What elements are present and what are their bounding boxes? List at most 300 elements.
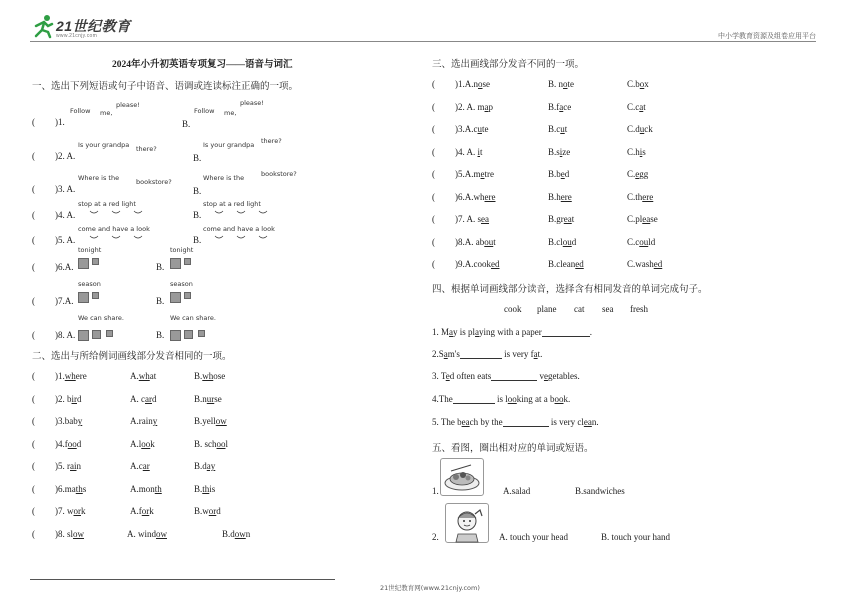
answer-paren-open: (	[432, 101, 435, 112]
sentence-underlined: a	[533, 349, 538, 359]
option-underlined: i	[639, 146, 643, 157]
option-text: B. n	[548, 79, 564, 89]
section2-heading: 二、选出与所给例词画线部分发音相同的一项。	[32, 352, 232, 362]
stress-square	[92, 330, 101, 339]
section3-item	[432, 79, 490, 89]
answer-paren-close: )1.	[55, 117, 65, 127]
section5-item-1-num: 1.	[432, 486, 439, 496]
section1-item	[32, 235, 75, 245]
example-word-underlined: ir	[71, 393, 77, 404]
option-a[interactable]	[127, 529, 167, 539]
example-word-part: bab	[64, 416, 78, 426]
sentence-underlined: e	[543, 371, 548, 381]
answer-paren-close: )3.	[55, 416, 65, 426]
answer-blank[interactable]	[453, 394, 495, 404]
option-c[interactable]	[627, 102, 646, 112]
option-b[interactable]	[194, 416, 227, 426]
section2-item	[32, 529, 84, 539]
section3-item	[432, 169, 494, 179]
option-text: A.rain	[130, 416, 153, 426]
option-underlined: e	[560, 169, 565, 179]
option-text: at	[149, 371, 157, 381]
option-text: te	[482, 124, 489, 134]
sentence-text: d often eats	[449, 371, 492, 381]
section3-item	[432, 192, 496, 202]
example-word-underlined: ow	[73, 528, 85, 539]
option-a[interactable]	[130, 439, 155, 449]
option-b[interactable]	[548, 124, 567, 134]
answer-paren-open: (	[32, 371, 35, 381]
phrase-graphic	[203, 200, 293, 222]
stress-square	[170, 330, 181, 341]
page-title: 2024年小升初英语专项复习——语音与词汇	[112, 60, 293, 70]
answer-paren-open: (	[32, 416, 35, 426]
sentence-text: is very cl	[548, 417, 584, 427]
option-text: C.d	[627, 124, 640, 134]
option-text: ce	[563, 101, 572, 112]
option-underlined: e	[480, 169, 485, 179]
logo-site-text: www.21cnjy.com	[56, 33, 98, 39]
salad-plate-icon	[440, 458, 484, 496]
word-bank-item: sea	[602, 304, 614, 314]
section5-item-1-option-a[interactable]: A.salad	[503, 486, 531, 496]
example-word-part: s	[82, 483, 87, 494]
option-underlined: i	[477, 146, 481, 157]
option-underlined: y	[152, 416, 158, 426]
sentence-text: y is pl	[453, 327, 476, 337]
option-b-label[interactable]: B.	[156, 330, 165, 340]
phrase-word: Follow	[70, 107, 91, 115]
sentence-underlined: a	[443, 349, 448, 359]
option-a[interactable]	[130, 484, 162, 494]
answer-paren-close: )4. A.	[55, 210, 76, 220]
phrase-word: Is your grandpa	[78, 141, 130, 149]
option-b[interactable]	[194, 371, 225, 381]
option-text: C.b	[627, 79, 640, 89]
answer-paren-close: )7.A.	[55, 296, 74, 306]
section2-item	[32, 371, 87, 381]
phrase-word: season	[170, 280, 193, 288]
section3-item	[432, 237, 496, 247]
answer-paren-open: (	[32, 117, 35, 127]
option-c[interactable]	[627, 147, 646, 157]
section1-item	[32, 210, 75, 220]
option-underlined: a	[559, 101, 564, 112]
example-word-underlined: oo	[67, 438, 77, 449]
option-underlined: ar	[145, 393, 152, 404]
phrase-word: there?	[261, 137, 282, 145]
answer-paren-close: )2.	[55, 393, 67, 404]
option-b[interactable]	[548, 192, 572, 202]
option-b-label[interactable]: B.	[193, 153, 202, 163]
answer-paren-open: (	[32, 506, 35, 516]
option-underlined: ere	[642, 191, 654, 202]
sentence-text: is l	[494, 394, 508, 404]
section1-item	[32, 151, 75, 161]
answer-paren-open: (	[432, 169, 435, 179]
option-text: t	[571, 214, 575, 224]
section5-item-2-option-b[interactable]: B. touch your hand	[601, 532, 670, 542]
liaison-arc-icon	[207, 210, 287, 216]
option-underlined: ou	[639, 236, 649, 247]
option-underlined: ea	[642, 214, 651, 224]
option-b[interactable]	[548, 147, 570, 157]
option-underlined: ed	[575, 259, 584, 269]
phrase-word: bookstore?	[261, 170, 297, 178]
option-text: C.pl	[627, 214, 643, 224]
header-right-text: 中小学教育资源及组卷应用平台	[718, 32, 816, 40]
option-underlined: ea	[563, 214, 572, 224]
answer-paren-open: (	[432, 214, 435, 224]
phrase-graphic	[78, 280, 168, 308]
phrase-graphic	[70, 101, 160, 129]
option-text: s	[477, 214, 482, 224]
option-text: p	[488, 101, 494, 112]
sentence-text: 1. M	[432, 327, 450, 337]
sentence-underlined: a	[449, 327, 454, 337]
option-underlined: u	[560, 124, 565, 134]
option-underlined: oo	[141, 438, 151, 449]
option-b-label[interactable]: B.	[193, 235, 202, 245]
section5-item-2-num: 2.	[432, 532, 439, 542]
answer-paren-close: )7. A.	[455, 214, 478, 224]
phrase-word: We can share.	[170, 314, 216, 322]
option-text: c	[473, 124, 478, 134]
option-text: t	[480, 146, 483, 157]
option-text: C.	[627, 169, 636, 179]
section2-item	[32, 439, 81, 449]
option-text: B.	[194, 483, 203, 494]
example-word-part: sl	[67, 528, 74, 539]
phrase-graphic	[78, 314, 168, 342]
option-text: s	[642, 146, 646, 157]
answer-paren-open: (	[32, 235, 35, 245]
option-text: B.w	[194, 506, 209, 516]
option-underlined: ea	[481, 214, 490, 224]
answer-paren-open: (	[432, 236, 435, 247]
boy-touching-head-icon	[445, 503, 489, 543]
example-word-underlined: ai	[70, 461, 77, 471]
option-underlined: ed	[491, 259, 500, 269]
section5-item-2-option-a[interactable]: A. touch your head	[499, 532, 568, 542]
stress-square	[78, 330, 89, 341]
sentence-text: ch by the	[469, 417, 503, 427]
section1-item	[32, 296, 74, 306]
option-text: d	[571, 236, 577, 247]
phrase-word: Where is the	[78, 174, 120, 182]
option-text: se	[214, 393, 222, 404]
option-underlined: ere	[560, 191, 572, 202]
answer-paren-open: (	[32, 528, 35, 539]
example-word-part: d	[77, 393, 82, 404]
answer-paren-open: (	[32, 184, 35, 194]
option-text: B.s	[548, 146, 560, 157]
sentence-text: t.	[537, 349, 543, 359]
option-text: n	[473, 79, 478, 89]
option-text: d	[152, 393, 157, 404]
answer-paren-close: )4. A.	[455, 146, 478, 157]
option-c[interactable]	[627, 192, 653, 202]
option-b[interactable]	[548, 237, 576, 247]
option-underlined: o	[563, 79, 568, 89]
sentence-underlined: oo	[554, 394, 564, 404]
sentence-underlined: ea	[583, 417, 592, 427]
phrase-graphic	[203, 225, 293, 247]
answer-paren-close: )8.	[55, 528, 67, 539]
section3-item	[432, 102, 493, 112]
option-underlined: u	[477, 124, 482, 134]
option-b-label[interactable]: B.	[193, 186, 202, 196]
answer-paren-close: )1.	[55, 371, 65, 381]
example-word-underlined: wh	[64, 371, 76, 381]
option-underlined: ar	[142, 461, 150, 471]
section1-item	[32, 262, 74, 272]
answer-paren-close: )6.A.	[55, 262, 74, 272]
phrase-graphic	[203, 137, 293, 163]
stress-square	[184, 292, 191, 299]
sentence-text: is very f	[501, 349, 534, 359]
phrase-graphic	[194, 99, 284, 129]
word-bank-item: cook	[504, 304, 522, 314]
answer-paren-open: (	[32, 393, 35, 404]
answer-paren-open: (	[32, 483, 35, 494]
phrase-word: Is your grandpa	[203, 141, 255, 149]
option-text: d	[216, 506, 221, 516]
stress-square	[92, 292, 99, 299]
option-text: t	[564, 124, 568, 134]
example-word-part: r	[67, 461, 70, 471]
option-text: A.	[130, 371, 139, 381]
option-text: m	[477, 101, 485, 112]
header-divider	[30, 41, 816, 42]
option-text: k	[149, 506, 154, 516]
answer-paren-close: )6.	[55, 483, 65, 494]
answer-paren-close: )2. A.	[55, 151, 76, 161]
phrase-graphic	[170, 280, 260, 308]
option-text: is	[209, 483, 216, 494]
option-b[interactable]	[548, 259, 584, 269]
phrase-word: please!	[240, 99, 264, 107]
phrase-word: come and have a look	[203, 225, 275, 233]
section4-sentence	[432, 394, 570, 404]
option-text: A.mon	[130, 483, 155, 494]
phrase-word: me,	[100, 109, 113, 117]
section1-item	[32, 330, 75, 340]
phrase-word: season	[78, 280, 101, 288]
option-text: B.d	[194, 461, 207, 471]
stress-square	[92, 258, 99, 265]
section2-item	[32, 484, 86, 494]
phrase-graphic	[78, 246, 168, 274]
phrase-word: me,	[224, 109, 237, 117]
example-word-part: b	[67, 393, 72, 404]
page-footer: 21世纪教育网(www.21cnjy.com)	[380, 584, 480, 592]
section3-item	[432, 124, 489, 134]
answer-paren-close: )7.	[55, 506, 67, 516]
option-text: B.d	[222, 528, 235, 539]
phrase-graphic	[78, 141, 168, 163]
example-word-part: ma	[64, 483, 76, 494]
option-underlined: wh	[138, 371, 150, 381]
option-text: C.wash	[627, 259, 654, 269]
liaison-arc-icon	[82, 235, 162, 241]
answer-paren-open: (	[32, 210, 35, 220]
option-b-label[interactable]: B.	[156, 296, 165, 306]
word-bank-item: cat	[574, 304, 585, 314]
option-b[interactable]	[548, 102, 571, 112]
option-text: B.c	[548, 124, 561, 134]
option-underlined: ou	[484, 236, 494, 247]
option-text: C.c	[627, 101, 640, 112]
option-underlined: ow	[215, 416, 227, 426]
option-text: se	[482, 79, 490, 89]
sentence-text: .	[589, 327, 593, 337]
option-text: l	[225, 438, 229, 449]
option-b[interactable]	[194, 484, 215, 494]
phrase-word: please!	[116, 101, 140, 109]
option-b[interactable]	[548, 169, 569, 179]
option-c[interactable]	[627, 79, 649, 89]
option-b-label[interactable]: B.	[182, 119, 191, 129]
option-underlined: ow	[234, 528, 246, 539]
answer-blank[interactable]	[460, 349, 502, 359]
option-a[interactable]	[130, 371, 156, 381]
section2-item	[32, 394, 82, 404]
option-text: te	[567, 79, 575, 89]
option-text: B.cl	[548, 236, 563, 247]
option-text: B.n	[194, 393, 207, 404]
option-text: A.l	[130, 438, 142, 449]
example-word-part: ere	[75, 371, 87, 381]
phrase-word: Follow	[194, 107, 215, 115]
option-text: A.c	[130, 461, 143, 471]
option-b[interactable]	[194, 506, 221, 516]
section2-item	[32, 416, 82, 426]
answer-blank[interactable]	[503, 417, 549, 427]
option-a[interactable]	[130, 506, 154, 516]
option-text: C.th	[627, 191, 643, 202]
option-text: t	[643, 101, 646, 112]
option-a[interactable]	[130, 461, 150, 471]
example-word-underlined: or	[73, 506, 81, 516]
option-text: A.f	[130, 506, 142, 516]
option-underlined: wh	[202, 371, 214, 381]
answer-paren-close: )3. A.	[55, 184, 76, 194]
option-c[interactable]	[627, 214, 658, 224]
sentence-underlined: oo	[507, 394, 517, 404]
stress-square	[184, 330, 193, 339]
section2-item	[32, 461, 81, 471]
option-b[interactable]	[548, 79, 574, 89]
option-underlined: o	[639, 79, 645, 89]
phrase-word: there?	[136, 145, 157, 153]
answer-paren-close: )8.A. ab	[455, 236, 485, 247]
option-underlined: ou	[562, 236, 572, 247]
option-b-label[interactable]: B.	[156, 262, 165, 272]
stress-square	[106, 330, 113, 337]
option-underlined: th	[202, 483, 210, 494]
stress-square	[184, 258, 191, 265]
phrase-graphic	[78, 225, 168, 247]
option-underlined: or	[208, 506, 217, 516]
option-text: gg	[639, 169, 649, 179]
option-b[interactable]	[548, 214, 574, 224]
option-text: k	[150, 438, 155, 449]
option-underlined: a	[484, 101, 489, 112]
sentence-text: m's	[447, 349, 460, 359]
option-a[interactable]	[130, 394, 157, 404]
sentence-text: k.	[563, 394, 571, 404]
answer-blank[interactable]	[542, 327, 593, 337]
stress-square	[78, 292, 89, 303]
section1-heading: 一、选出下列短语或句子中语音、语调或连读标注正确的一项。	[32, 82, 299, 92]
option-b[interactable]	[194, 439, 228, 449]
option-text: B.gr	[548, 214, 564, 224]
sentence-text: ying with a paper	[479, 327, 542, 337]
option-b[interactable]	[194, 461, 215, 471]
sentence-text: king at a b	[516, 394, 555, 404]
option-c[interactable]	[627, 169, 648, 179]
sentence-text: 2.S	[432, 349, 444, 359]
option-underlined: ow	[156, 528, 167, 539]
option-c[interactable]	[627, 124, 653, 134]
example-word-part: n	[76, 461, 81, 471]
option-b[interactable]	[222, 529, 250, 539]
phrase-word: bookstore?	[136, 178, 172, 186]
logo-brand-text: 21世纪教育	[56, 18, 131, 34]
phrase-word: tonight	[170, 246, 194, 254]
option-text: tre	[484, 169, 494, 179]
section5-item-1-option-b[interactable]: B.sandwiches	[575, 486, 625, 496]
answer-paren-close: )5.	[55, 461, 67, 471]
option-b[interactable]	[194, 394, 222, 404]
option-b-label[interactable]: B.	[193, 210, 202, 220]
option-text: ld	[648, 236, 656, 247]
option-text: B.h	[548, 191, 561, 202]
word-bank-item: fresh	[630, 304, 648, 314]
phrase-word: We can share.	[78, 314, 124, 322]
answer-paren-close: )8. A.	[55, 330, 76, 340]
phrase-word: stop at a red light	[78, 200, 136, 208]
option-c[interactable]	[627, 259, 662, 269]
answer-paren-close: )3.A.	[455, 124, 474, 134]
option-text: d	[564, 169, 570, 179]
answer-paren-close: )6.A.	[455, 191, 474, 202]
stress-square	[78, 258, 89, 269]
option-text: A. wind	[127, 528, 156, 539]
sentence-text: getables.	[547, 371, 580, 381]
option-underlined: ay	[206, 461, 216, 471]
option-text: ze	[562, 146, 571, 157]
stress-square	[198, 330, 205, 337]
phrase-word: Where is the	[203, 174, 245, 182]
phrase-word: tonight	[78, 246, 102, 254]
sentence-text: 3. T	[432, 371, 446, 381]
liaison-arc-icon	[82, 210, 162, 216]
option-c[interactable]	[627, 237, 655, 247]
option-a[interactable]	[130, 416, 157, 426]
example-word-part: d	[76, 438, 82, 449]
option-text: ose	[213, 371, 226, 381]
liaison-arc-icon	[207, 235, 287, 241]
phrase-word: stop at a red light	[203, 200, 261, 208]
answer-blank[interactable]	[491, 371, 537, 381]
phrase-word: come and have a look	[78, 225, 150, 233]
option-text: wh	[473, 191, 485, 202]
option-underlined: ere	[484, 191, 496, 202]
example-word-part: k	[81, 506, 86, 516]
option-underlined: i	[559, 146, 563, 157]
